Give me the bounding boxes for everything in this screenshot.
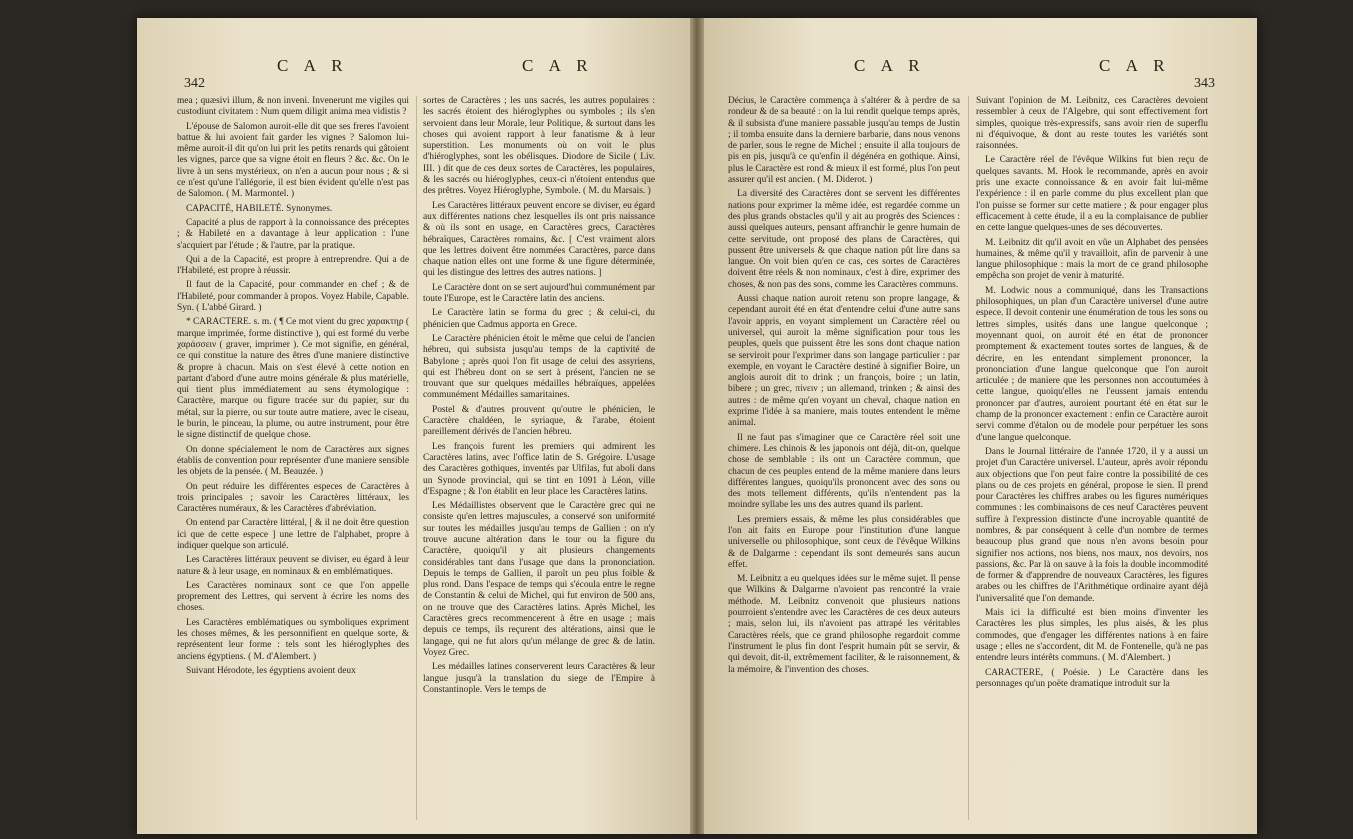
paragraph: Il faut de la Capacité, pour commander en chef ; & de l'Habileté, pour commander à propos. Voyez Habile, Capable. Syn. ( L'abbé Girard. ) xyxy=(177,280,409,314)
running-head: C A R xyxy=(277,56,349,75)
paragraph: Mais ici la difficulté est bien moins d'inventer les Caractères les plus simples, les plus aisés, & les plus commodes, que d'engager les différentes nations à en faire usage ; elles ne s'accordent, dit M. de Fontenelle, qu'à ne pas entendre leurs intérêts communs. ( M. d'Alembert. ) xyxy=(976,608,1208,664)
paragraph: M. Lodwic nous a communiqué, dans les Transactions philosophiques, un plan d'un Caractère universel d'une autre espece. Il devoit contenir une énumération de tous les sons ou lettres simples, usités dans une langue quelconque ; moyennant quoi, on auroit été en état de prononcer promptement & exactement toutes sortes de langues, & de décrire, en les entendant simplement prononcer, la prononciation d'une langue quelconque que l'on auroit articulée ; de maniere que les personnes non accoutumées à cette langue, quoiqu'elles ne l'eussent jamais entendu prononcer par d'autres, auroient pourtant été en état sur le champ de la prononcer exactement : enfin ce Caractère auroit servi comme d'étalon ou de modele pour perpétuer les sons d'une langue quelconque. xyxy=(976,285,1208,443)
paragraph: sortes de Caractères ; les uns sacrés, les autres populaires : les sacrés étoient des hiéroglyphes ou symboles ; ils s'en servoient dans leur Morale, leur Politique, & surtout dans les choses qui avoient rapport à leur fanatisme & à leur superstition. Les monuments où on voit le plus d'hiéroglyphes, sont les obélisques. Diodore de Sicile ( Liv. III. ) dit que de ces deux sortes de Caractères, les populaires, & les sacrés ou hiéroglyphes, ceux-ci n'étoient entendus que des prêtres. Voyez Hiéroglyphe, Symbole. ( M. du Marsais. ) xyxy=(423,96,655,197)
book-gutter xyxy=(690,18,704,834)
paragraph: Les médailles latines conserverent leurs Caractères & leur langue jusqu'à la translation du siege de l'Empire à Constantinople. Vers le temps de xyxy=(423,662,655,695)
paragraph: On entend par Caractère littéral, [ & il ne doit être question ici que de cette espece ] une lettre de l'alphabet, propre à indiquer quelque son articulé. xyxy=(177,518,409,551)
column-rule xyxy=(968,96,969,820)
paragraph: On peut réduire les différentes especes de Caractères à trois principales ; savoir les Caractères littéraux, les Caractères numéraux, & les Caractères d'abréviation. xyxy=(177,481,409,515)
text-column xyxy=(423,96,655,820)
paragraph: Le Caractère latin se forma du grec ; & celui-ci, du phénicien que Cadmus apporta en Grece. xyxy=(423,308,655,330)
paragraph: M. Leibnitz a eu quelques idées sur le même sujet. Il pense que Wilkins & Dalgarme n'avoient pas rencontré la vraie méthode. M. Leibnitz convenoit que plusieurs nations pourroient s'entendre avec les Caractères de ces deux auteurs ; mais, selon lui, ils n'avoient pas attrapé les véritables Caractères réels, que ce grand philosophe regardoit comme l'instrument le plus fin dont l'esprit humain pût se servir, & qui devoit, dit-il, extrêmement faciliter, & le raisonnement, & la mémoire, & l'invention des choses. xyxy=(728,574,960,675)
right-page xyxy=(704,18,1257,834)
paragraph: Le Caractère phénicien étoit le même que celui de l'ancien hébreu, qui subsista jusqu'au temps de la captivité de Babylone ; après quoi l'on fit usage de celui des assyriens, qui est l'hébreu dont on se sert à présent, l'ancien ne se trouvant que sur quelques médailles hébraïques, appelées communément Médailles samaritaines. xyxy=(423,333,655,401)
column-rule xyxy=(416,96,417,820)
paragraph: Aussi chaque nation auroit retenu son propre langage, & cependant auroit été en état d'entendre celui d'une autre sans l'avoir appris, en voyant simplement un Caractère réel ou universel, qui auroit la même signification pour tous les peuples, quels que puissent être les sons dont chaque nation se serviroit pour l'exprimer dans son langage particulier : par exemple, en voyant le Caractère destiné à signifier Boire, un anglois auroit dit to drink ; un françois, boire ; un latin, bibere ; un grec, πίνειν ; un allemand, trinken ; & ainsi des autres : de même qu'en voyant un cheval, chaque nation en exprime l'idée à sa maniere, mais toutes entendent le même animal. xyxy=(728,294,960,429)
left-page xyxy=(137,18,690,834)
paragraph: Les Caractères littéraux peuvent se diviser, eu égard à leur nature & à leur usage, en nominaux & en emblématiques. xyxy=(177,555,409,577)
paragraph: Les premiers essais, & même les plus considérables que l'on ait faits en Europe pour l'institution d'une langue universelle ou philosophique, sont ceux de l'évêque Wilkins & de Dalgarme : cependant ils sont demeurés sans aucun effet. xyxy=(728,514,960,570)
paragraph: Les Médaillistes observent que le Caractère grec qui ne consiste qu'en lettres majuscules, a conservé son uniformité sur toutes les médailles jusqu'au temps de Gallien : on n'y trouve aucune altération dans le tour ou la figure du Caractère, quoiqu'il y ait plusieurs changements considérables tant dans l'usage que dans la prononciation. Depuis le temps de Gallien, il paroît un peu plus foible & plus rond. Dans l'espace de temps qui s'écoula entre le regne de Constantin & celui de Michel, qui fut environ de 500 ans, on ne trouve que des Caractères latins. Après Michel, les Caractères grecs recommencerent à être en usage ; mais depuis ce temps, ils reçurent des altérations, ainsi que le langage, qui ne fut alors qu'un mélange de grec & de latin. Voyez Grec. xyxy=(423,501,655,658)
paragraph: Qui a de la Capacité, est propre à entreprendre. Qui a de l'Habileté, est propre à réussir. xyxy=(177,254,409,277)
paragraph: L'épouse de Salomon auroit-elle dit que ses freres l'avoient battue & lui avoient fait garder les vignes ? Salomon lui-même auroit-il dit qu'on lui prit les petits renards qui gâtoient les vignes, parce que sa vigne étoit en fleurs ? &c. &c. On le livre à un sens mystérieux, on n'en a aucun pour nous ; & si ce n'est qu'une l'allégorie, il est bien évident qu'elle n'est pas de Salomon. ( M. Marmontel. ) xyxy=(177,121,409,200)
text-column xyxy=(728,96,960,820)
paragraph: Il ne faut pas s'imaginer que ce Caractère réel soit une chimere. Les chinois & les japonois ont déjà, dit-on, quelque chose de semblable : ils ont un Caractère commun, que chacun de ces peuples entend de la même maniere dans leurs différentes langues, quoiqu'ils prononcent avec des sons ou des mots tellement différents, qu'ils n'entendent pas la moindre syllabe les uns des autres quand ils parlent. xyxy=(728,432,960,511)
paragraph: Postel & d'autres prouvent qu'outre le phénicien, le Caractère chaldéen, le syriaque, & l'arabe, étoient pareillement dérivés de l'ancien hébreu. xyxy=(423,404,655,438)
page-number: 343 xyxy=(1194,76,1215,91)
text-column xyxy=(177,96,409,820)
paragraph: CAPACITÉ, HABILETÉ. Synonymes. xyxy=(186,203,333,214)
paragraph: Capacité a plus de rapport à la connoissance des préceptes ; & Habileté en a davantage à leur application : l'une s'acquiert par l'étude ; & l'autre, par la pratique. xyxy=(177,217,409,251)
page-number: 342 xyxy=(184,76,205,91)
paragraph: mea ; quæsivi illum, & non inveni. Invenerunt me vigiles qui custodiunt civitatem : Num quem diligit anima mea vidistis ? xyxy=(177,96,409,118)
paragraph: M. Leibnitz dit qu'il avoit en vûe un Alphabet des pensées humaines, & même qu'il y travailloit, afin de parvenir à une langue philosophique : mais la mort de ce grand philosophe empêcha son projet de venir à maturité. xyxy=(976,237,1208,282)
running-head: C A R xyxy=(1099,56,1171,75)
paragraph: Les Caractères emblématiques ou symboliques expriment les choses mêmes, & les personnifient en quelque sorte, & représentent leur forme : tels sont les hiéroglyphes des anciens égyptiens. ( M. d'Alembert. ) xyxy=(177,617,409,662)
text-column xyxy=(976,96,1208,820)
book-spread xyxy=(137,18,1257,834)
paragraph: * CARACTERE. s. m. ( ¶ Ce mot vient du grec χαρακτηρ ( marque imprimée, forme distinctive ), qui est formé du verbe χαράσσειν ( graver, imprimer ). Ce mot signifie, en général, ce qui constitue la nature des êtres d'une maniere distinctive & propre à chacun. Mais on s'est élevé à cette notion en partant d'abord d'une autre moins générale & plus matérielle, qui tient plus immédiatement au sens étymologique : Caractère, marque ou figure tracée sur du papier, sur du métal, sur la pierre, ou sur toute autre matiere, avec le ciseau, le burin, le pinceau, la plume, ou autre instrument, pour être le signe distinctif de quelque chose. xyxy=(177,317,409,441)
paragraph: Décius, le Caractère commença à s'altérer & à perdre de sa rondeur & de sa beauté : on la lui rendit quelque temps après, & il subsista d'une maniere passable jusqu'au temps de Justin ; il tomba ensuite dans la derniere barbarie, dans nous venons de parler, sous le regne de Michel ; ensuite il alla toujours de pis en pis, jusqu'à ce qu'enfin il dégénéra en gothique. Ainsi, plus le Caractère est rond & mieux il est formé, plus l'on peut assurer qu'il est ancien. ( M. Diderot. ) xyxy=(728,96,960,186)
paragraph: Le Caractère réel de l'évêque Wilkins fut bien reçu de quelques savants. M. Hook le recommande, après en avoir pris une exacte connoissance & en avoir fait lui-même l'expérience : il en parle comme du plus excellent plan que l'on puisse se former sur cette matiere ; & pour engager plus efficacement à cette étude, il a eu la complaisance de publier en cette langue quelques-unes de ses découvertes. xyxy=(976,155,1208,234)
paragraph: Les Caractères littéraux peuvent encore se diviser, eu égard aux différentes nations chez lesquelles ils ont pris naissance & où ils sont en usage, en Caractères grecs, Caractères hébraïques, Caractères romains, &c. [ C'est vraiment alors que les lettres doivent être nommées Caractères, parce dans chaque nation elles ont une forme & une figure déterminée, qui les distingue des lettres des autres nations. ] xyxy=(423,200,655,279)
paragraph: Suivant l'opinion de M. Leibnitz, ces Caractères devoient ressembler à ceux de l'Algebre, qui sont effectivement fort simples, quoique très-expressifs, sans avoir rien de superflu ni d'équivoque, & dont au reste toutes les variétés sont raisonnées. xyxy=(976,96,1208,152)
paragraph: On donne spécialement le nom de Caractères aux signes établis de convention pour représenter d'une maniere sensible les objets de la pensée. ( M. Beauzée. ) xyxy=(177,444,409,478)
paragraph: Les françois furent les premiers qui admirent les Caractères latins, avec l'office latin de S. Grégoire. L'usage des Caractères gothiques, inventés par Ulfilas, fut aboli dans un Synode provincial, qui se tint en 1091 à Léon, ville d'Espagne ; & l'on établit en leur place les Caractères latins. xyxy=(423,441,655,497)
paragraph: Le Caractère dont on se sert aujourd'hui communément par toute l'Europe, est le Caractère latin des anciens. xyxy=(423,282,655,305)
running-head: C A R xyxy=(522,56,594,75)
paragraph: CARACTERE, ( Poésie. ) Le Caractère dans les personnages qu'un poëte dramatique introduit sur la xyxy=(976,667,1208,689)
paragraph: Les Caractères nominaux sont ce que l'on appelle proprement des Lettres, qui servent à écrire les noms des choses. xyxy=(177,580,409,614)
paragraph: Suivant Hérodote, les égyptiens avoient deux xyxy=(186,665,356,676)
paragraph: La diversité des Caractères dont se servent les différentes nations pour exprimer la même idée, est regardée comme un des plus grands obstacles qu'il y ait au progrès des Sciences : aussi quelques auteurs, pensant affranchir le genre humain de cette servitude, ont proposé des plans de Caractères, qui pussent être universels & que chaque nation pût lire dans sa langue. On voit bien qu'en ce cas, ces sortes de Caractères doivent être réels & non nominaux, c'est à dire, exprimer des choses, & non pas des sons, comme les Caractères communs. xyxy=(728,189,960,290)
running-head: C A R xyxy=(854,56,926,75)
paragraph: Dans le Journal littéraire de l'année 1720, il y a aussi un projet d'un Caractère universel. L'auteur, après avoir répondu aux objections que l'on peut faire contre la possibilité de ces plans ou de ces projets en général, propose le sien. Il prend pour Caractères les chiffres arabes ou les figures numériques communes : les combinaisons de ces neuf Caractères peuvent suffire à l'expression distincte d'une incroyable quantité de nombres, & par conséquent à celle d'un nombre de termes beaucoup plus grand que nous n'en avons besoin pour signifier nos actions, nos biens, nos maux, nos devoirs, nos passions, &c. Par là on sauve à la fois la double incommodité de former & d'apprendre de nouveaux Caractères, les figures arabes ou les chiffres de l'Arithmétique ordinaire ayant déjà l'universalité que l'on demande. xyxy=(976,446,1208,604)
